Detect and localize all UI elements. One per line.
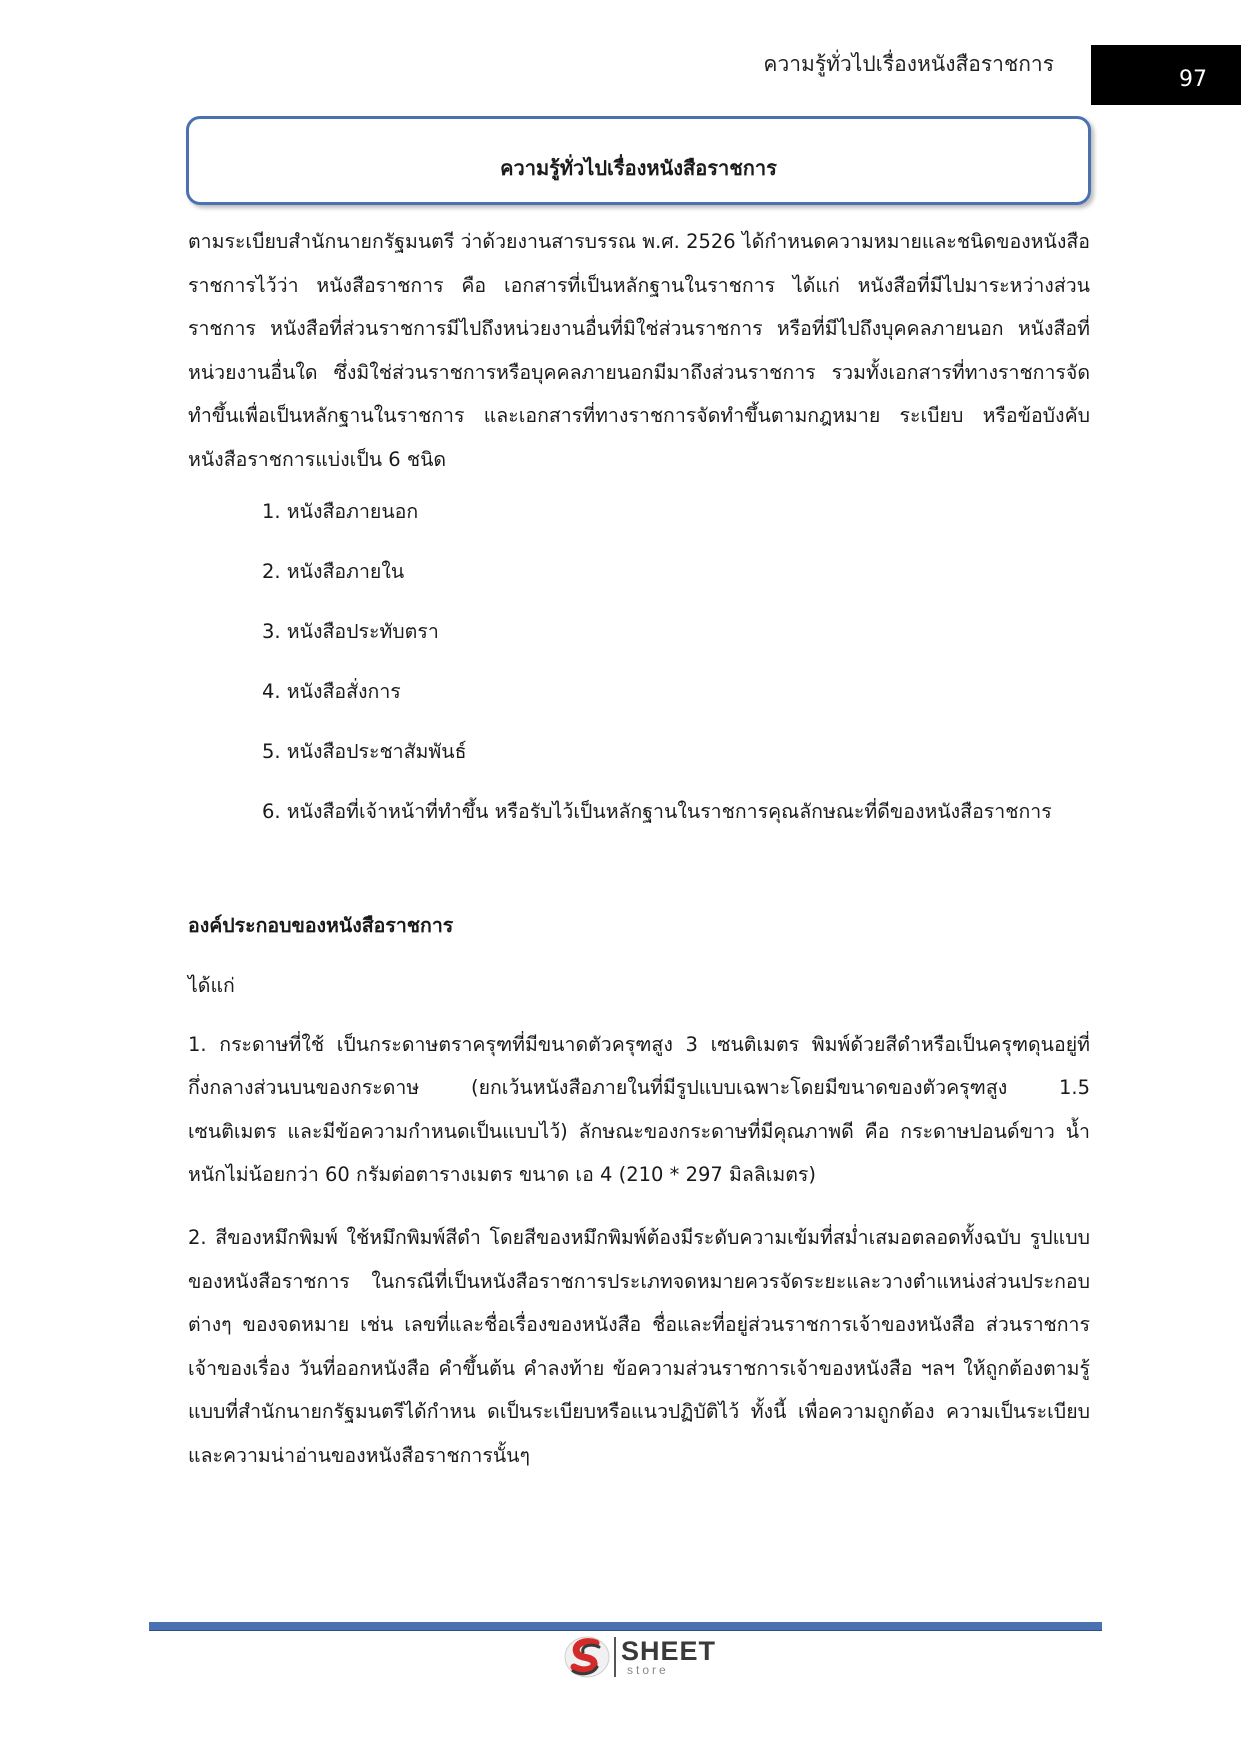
document-types-list (188, 490, 1090, 834)
page-number: 97 (1179, 67, 1207, 92)
page-number-box (1091, 45, 1241, 105)
logo-text (621, 1638, 716, 1676)
sheet-store-logo-icon (563, 1634, 611, 1680)
section-intro: ได้แก่ (188, 974, 235, 997)
title-box (186, 116, 1091, 205)
list-item: 3. หนังสือประทับตรา (262, 620, 439, 643)
logo-wordmark: SHEET (621, 1636, 717, 1666)
logo-subtext: store (627, 1663, 669, 1677)
running-header-title: ความรู้ทั่วไปเรื่องหนังสือราชการ (763, 52, 1054, 76)
list-item: 4. หนังสือสั่งการ (262, 680, 401, 703)
list-item: 1. หนังสือภายนอก (262, 500, 419, 523)
footer-rule (149, 1622, 1102, 1631)
list-item: 5. หนังสือประชาสัมพันธ์ (262, 740, 467, 763)
logo-divider (614, 1637, 616, 1677)
document-content (188, 220, 1090, 1497)
section-item-paper: 1. กระดาษที่ใช้ เป็นกระดาษตราครุฑที่มีขนาดตัวครุฑสูง 3 เซนติเมตร พิมพ์ด้วยสีดำหรือเป็นครุฑดุนอยู่ที่กึ่งกลางส่วนบนของกระดาษ (ยกเว้นหนังสือภายในที่มีรูปแบบเฉพาะโดยมีขนาดของตัวครุฑสูง 1.5 เซนติเมตร และมีข้อความกำหนดเป็นแบบไว้) ลักษณะของกระดาษที่มีคุณภาพดี คือ กระดาษปอนด์ขาว น้ำหนักไม่น้อยกว่า 60 กรัมต่อตารางเมตร ขนาด เอ 4 (210 * 297 มิลลิเมตร) (188, 1032, 1090, 1186)
list-item: 6. หนังสือที่เจ้าหน้าที่ทำขึ้น หรือรับไว้เป็นหลักฐานในราชการคุณลักษณะที่ดีของหนังสือราชการ (262, 800, 1052, 823)
list-item: 2. หนังสือภายใน (262, 560, 405, 583)
intro-paragraph: ตามระเบียบสำนักนายกรัฐมนตรี ว่าด้วยงานสารบรรณ พ.ศ. 2526 ได้กำหนดความหมายและชนิดของหนังสือราชการไว้ว่า หนังสือราชการ คือ เอกสารที่เป็นหลักฐานในราชการ ได้แก่ หนังสือที่มีไปมาระหว่างส่วนราชการ หนังสือที่ส่วนราชการมีไปถึงหน่วยงานอื่นที่มิใช่ส่วนราชการ หรือที่มีไปถึงบุคคลภายนอก หนังสือที่หน่วยงานอื่นใด ซึ่งมิใช่ส่วนราชการหรือบุคคลภายนอกมีมาถึงส่วนราชการ รวมทั้งเอกสารที่ทางราชการจัดทำขึ้นเพื่อเป็นหลักฐานในราชการ และเอกสารที่ทางราชการจัดทำขึ้นตามกฎหมาย ระเบียบ หรือข้อบังคับ หนังสือราชการแบ่งเป็น 6 ชนิด (188, 230, 1090, 471)
document-title: ความรู้ทั่วไปเรื่องหนังสือราชการ (500, 155, 777, 180)
section-heading: องค์ประกอบของหนังสือราชการ (188, 913, 454, 937)
section-item-ink: 2. สีของหมึกพิมพ์ ใช้หมึกพิมพ์สีดำ โดยสีของหมึกพิมพ์ต้องมีระดับความเข้มที่สม่ำเสมอตลอดทั้งฉบับ รูปแบบของหนังสือราชการ ในกรณีที่เป็นหนังสือราชการประเภทจดหมายควรจัดระยะและวางตำแหน่งส่วนประกอบต่างๆ ของจดหมาย เช่น เลขที่และชื่อเรื่องของหนังสือ ชื่อและที่อยู่ส่วนราชการเจ้าของหนังสือ ส่วนราชการเจ้าของเรื่อง วันที่ออกหนังสือ คำขึ้นต้น คำลงท้าย ข้อความส่วนราชการเจ้าของหนังสือ ฯลฯ ให้ถูกต้องตามรู้แบบที่สำนักนายกรัฐมนตรีได้กำหน ดเป็นระเบียบหรือแนวปฏิบัติไว้ ทั้งนี้ เพื่อความถูกต้อง ความเป็นระเบียบ และความน่าอ่านของหนังสือราชการนั้นๆ (188, 1226, 1090, 1467)
footer-logo (563, 1634, 716, 1680)
